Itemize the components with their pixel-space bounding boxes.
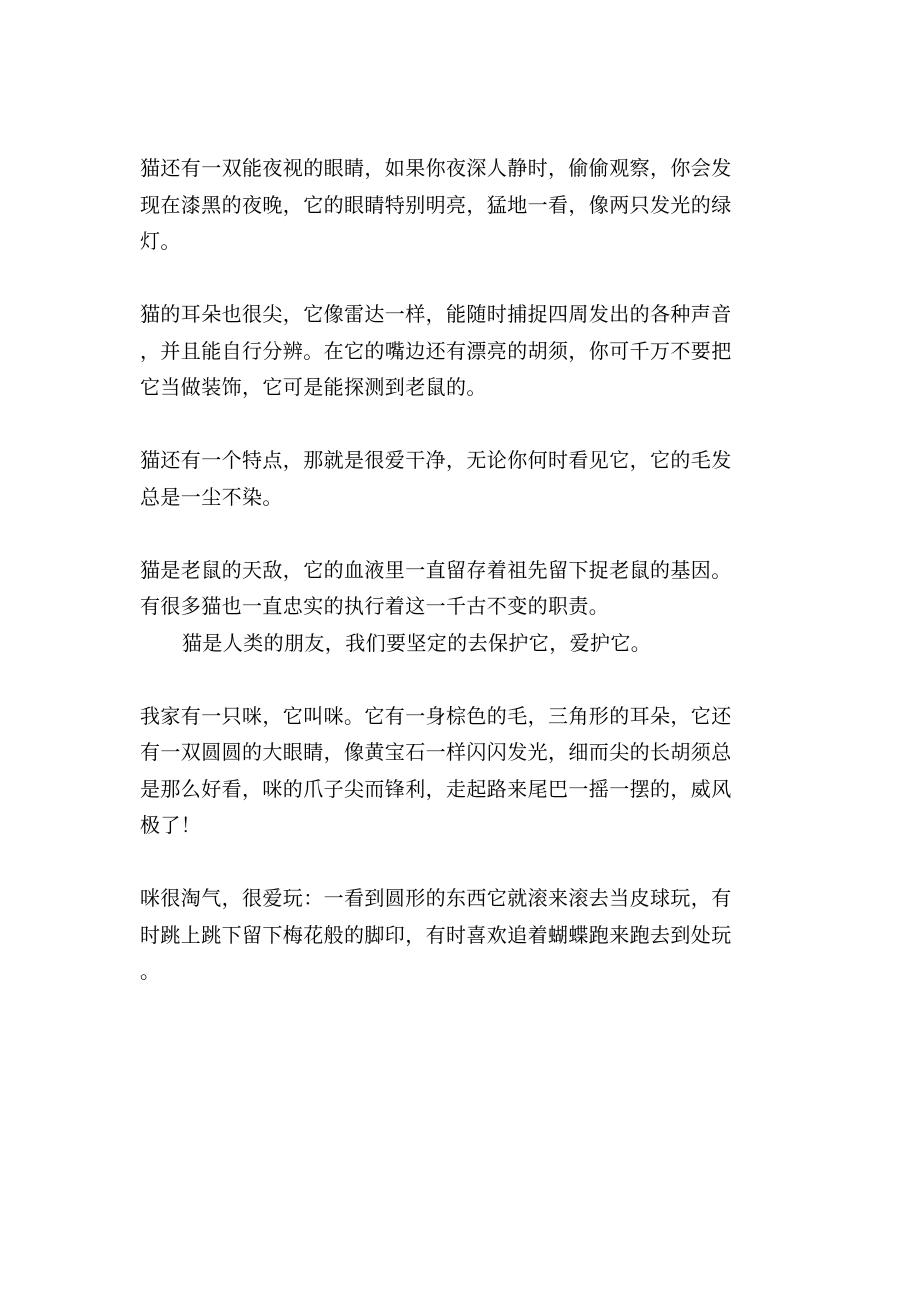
paragraph-my-cat	[140, 698, 780, 844]
text-line: 我家有一只咪，它叫咪。它有一身棕色的毛，三角形的耳朵，它还	[140, 703, 732, 728]
text-line: 它当做装饰，它可是能探测到老鼠的。	[140, 375, 487, 399]
text-line: 咪很淘气，很爱玩：一看到圆形的东西它就滚来滚去当皮球玩，有	[140, 886, 732, 910]
text-line: 灯。	[140, 229, 181, 253]
paragraph-ears-whiskers	[140, 296, 780, 406]
text-line: 总是一尘不染。	[140, 484, 283, 509]
text-line: 猫还有一双能夜视的眼睛，如果你夜深人静时，偷偷观察，你会发	[140, 156, 732, 180]
text-line: 猫是老鼠的天敌，它的血液里一直留存着祖先留下捉老鼠的基因。	[140, 557, 732, 582]
text-line: 时跳上跳下留下梅花般的脚印，有时喜欢追着蝴蝶跑来跑去到处玩	[140, 922, 732, 947]
paragraph-playful-cat	[140, 880, 780, 990]
text-line: 是那么好看，咪的爪子尖而锋利，走起路来尾巴一摇一摆的，威风	[140, 776, 732, 801]
text-line: 有很多猫也一直忠实的执行着这一千古不变的职责。	[140, 594, 610, 618]
text-line: 有一双圆圆的大眼睛，像黄宝石一样闪闪发光，细而尖的长胡须总	[140, 740, 732, 764]
paragraph-cleanliness	[140, 442, 780, 515]
paragraph-human-friend	[140, 625, 780, 662]
text-line: ，并且能自行分辨。在它的嘴边还有漂亮的胡须，你可千万不要把	[140, 338, 732, 363]
text-line: 极了！	[140, 813, 202, 837]
paragraph-night-vision	[140, 150, 780, 260]
paragraph-mouse-enemy	[140, 552, 780, 625]
text-line: 。	[140, 959, 161, 983]
text-line: 猫的耳朵也很尖，它像雷达一样，能随时捕捉四周发出的各种声音	[140, 302, 732, 326]
text-line: 猫是人类的朋友，我们要坚定的去保护它，爱护它。	[182, 630, 652, 655]
text-line: 现在漆黑的夜晚，它的眼睛特别明亮，猛地一看，像两只发光的绿	[140, 192, 732, 217]
text-line: 猫还有一个特点，那就是很爱干净，无论你何时看见它，它的毛发	[140, 448, 732, 472]
document-body	[140, 150, 780, 990]
